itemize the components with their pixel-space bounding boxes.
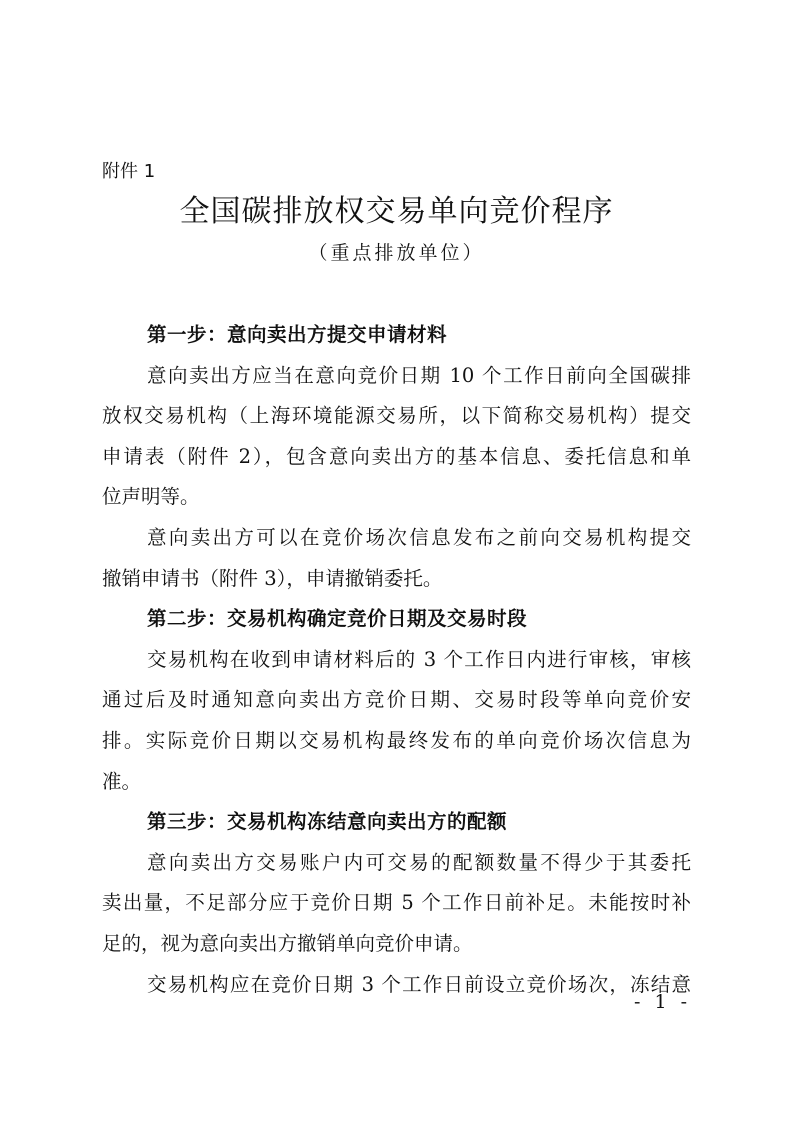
document-body [102,315,691,1005]
paragraph [102,518,691,599]
paragraph [102,965,691,1006]
attachment-label: 附件 1 [102,161,156,182]
paragraph-line: 交易机构应在竞价日期 3 个工作日前设立竞价场次，冻结意 [147,972,691,996]
section-heading-step-2: 第二步：交易机构确定竞价日期及交易时段 [147,607,528,631]
document-subtitle: （重点排放单位） [308,242,485,264]
section-heading-step-3: 第三步：交易机构冻结意向卖出方的配额 [147,810,508,834]
paragraph-line: 交易机构在收到申请材料后的 3 个工作日内进行审核，审核 [147,647,691,671]
paragraph-line: 通过后及时通知意向卖出方竞价日期、交易时段等单向竞价安 [102,688,691,712]
page-number: - 1 - [633,991,691,1013]
paragraph-line: 意向卖出方交易账户内可交易的配额数量不得少于其委托 [147,850,691,874]
paragraph-line: 足的，视为意向卖出方撤销单向竞价申请。 [102,931,473,955]
paragraph-line: 申请表（附件 2），包含意向卖出方的基本信息、委托信息和单 [102,444,691,468]
paragraph-line: 准。 [102,769,142,793]
paragraph-line: 撤销申请书（附件 3），申请撤销委托。 [102,566,443,590]
paragraph-line: 位声明等。 [102,485,200,509]
section-heading-step-1: 第一步：意向卖出方提交申请材料 [147,323,448,346]
paragraph [102,356,691,518]
paragraph-line: 意向卖出方可以在竞价场次信息发布之前向交易机构提交 [147,525,691,549]
paragraph [102,843,691,965]
paragraph-line: 卖出量，不足部分应于竞价日期 5 个工作日前补足。未能按时补 [102,891,691,915]
paragraph-line: 放权交易机构（上海环境能源交易所，以下简称交易机构）提交 [102,404,691,428]
paragraph-line: 意向卖出方应当在意向竞价日期 10 个工作日前向全国碳排 [147,363,691,387]
document-title: 全国碳排放权交易单向竞价程序 [179,194,614,229]
paragraph [102,640,691,802]
paragraph-line: 排。实际竞价日期以交易机构最终发布的单向竞价场次信息为 [102,728,691,752]
